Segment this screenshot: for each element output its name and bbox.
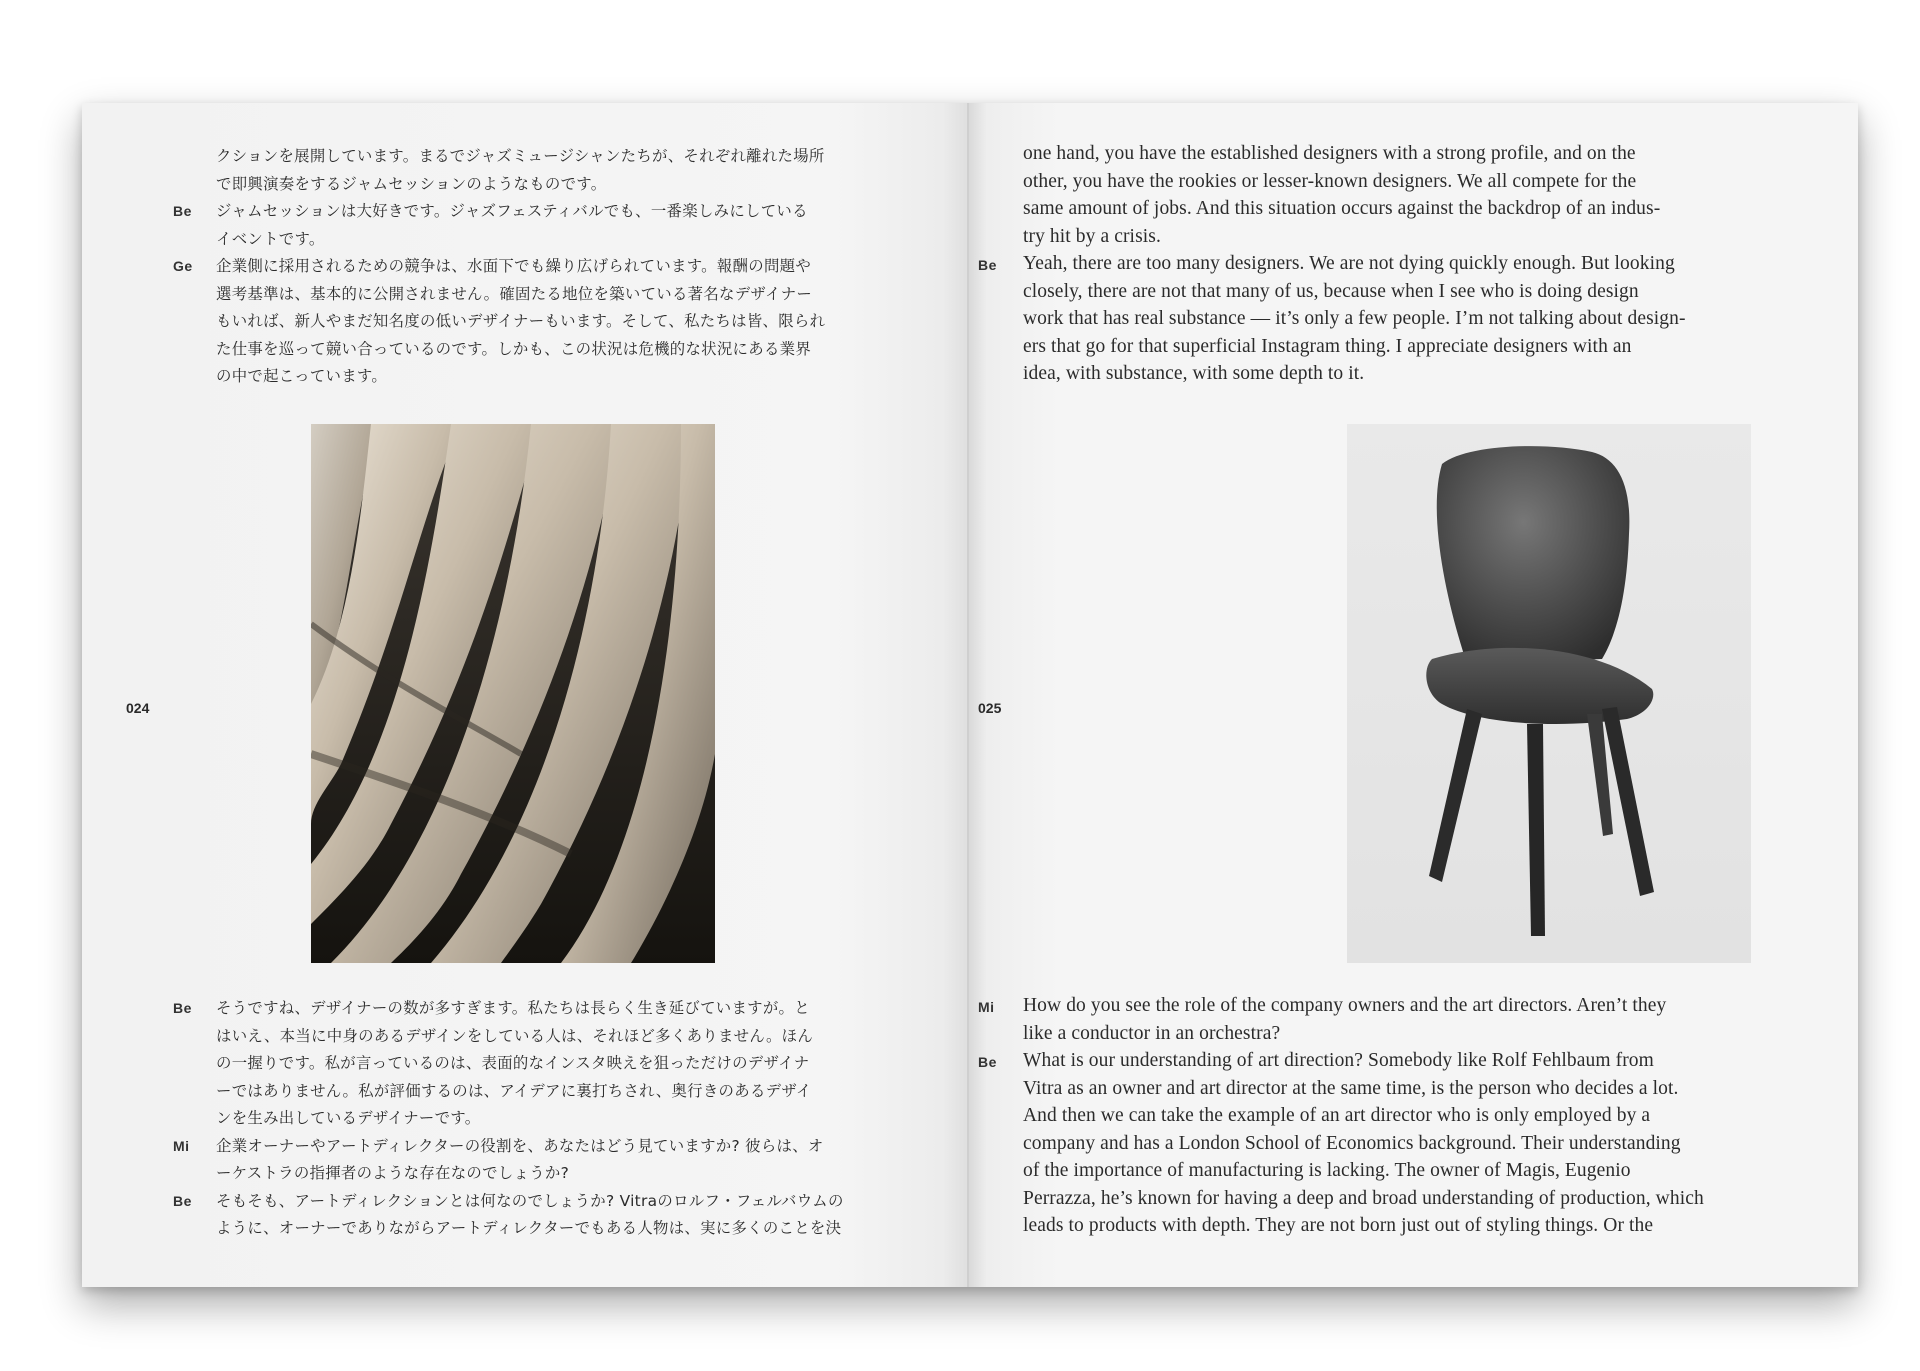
text-line: ジャムセッションは大好きです。ジャズフェスティバルでも、一番楽しみにしている xyxy=(216,202,808,220)
text-line: はいえ、本当に中身のあるデザインをしている人は、それほど多くありません。ほん xyxy=(216,1026,814,1045)
text-line: ように、オーナーでありながらアートディレクターでもある人物は、実に多くのことを決 xyxy=(216,1219,842,1237)
text-line: How do you see the role of the company owners and the art directors. Aren’t they xyxy=(1023,995,1667,1016)
speaker-label: Be xyxy=(978,1054,997,1070)
speaker-label: Be xyxy=(173,1192,192,1209)
speaker-label: Mi xyxy=(978,999,995,1015)
text-line: ーケストラの指揮者のような存在なのでしょうか? xyxy=(216,1164,570,1182)
chair-photo xyxy=(1347,424,1751,963)
text-line: And then we can take the example of an art director who is only employed by a xyxy=(1023,1105,1651,1126)
text-line: で即興演奏をするジャムセッションのようなものです。 xyxy=(216,174,607,193)
text-line: クションを展開しています。まるでジャズミュージシャンたちが、それぞれ離れた場所 xyxy=(216,147,825,165)
text-line: イベントです。 xyxy=(216,229,325,248)
text-line: same amount of jobs. And this situation occurs against the backdrop of an indus- xyxy=(1023,198,1661,219)
text-line: Perrazza, he’s known for having a deep and broad understanding of production, which xyxy=(1023,1187,1704,1209)
text-line: の中で起こっています。 xyxy=(216,367,388,385)
speaker-label: Be xyxy=(173,203,192,219)
chair-image xyxy=(1347,424,1751,963)
text-line: work that has real substance — it’s only a few people. I’m not talking about design- xyxy=(1023,308,1686,329)
text-line: Yeah, there are too many designers. We are not dying quickly enough. But looking xyxy=(1023,253,1675,274)
speaker-label: Ge xyxy=(173,258,193,274)
speaker-label: Be xyxy=(173,1000,192,1016)
text-line: leads to products with depth. They are not born just out of styling things. Or the xyxy=(1023,1215,1654,1236)
text-line: other, you have the rookies or lesser-known designers. We all compete for the xyxy=(1023,170,1637,192)
text-line: closely, there are not that many of us, because when I see who is doing design xyxy=(1023,280,1639,302)
text-line: た仕事を巡って競い合っているのです。しかも、この状況は危機的な状況にある業界 xyxy=(216,339,812,358)
page-number: 025 xyxy=(978,700,1002,716)
wood-fins-image xyxy=(311,424,715,963)
text-line: one hand, you have the established designers with a strong profile, and on the xyxy=(1023,143,1636,164)
text-line: の一握りです。私が言っているのは、表面的なインスタ映えを狙っただけのデザイナ xyxy=(216,1054,810,1072)
text-line: of the importance of manufacturing is lacking. The owner of Magis, Eugenio xyxy=(1023,1160,1631,1181)
speaker-label: Be xyxy=(978,257,997,273)
text-line: What is our understanding of art direction? Somebody like Rolf Fehlbaum from xyxy=(1023,1050,1654,1071)
right-page xyxy=(969,103,1858,1287)
left-page xyxy=(82,103,969,1287)
text-line: そもそも、アートディレクションとは何なのでしょうか? Vitraのロルフ・フェルバウムの xyxy=(216,1191,844,1210)
speaker-label: Mi xyxy=(173,1137,190,1154)
text-line: company and has a London School of Economics background. Their understanding xyxy=(1023,1132,1681,1154)
book-spread xyxy=(82,103,1858,1287)
page-number: 024 xyxy=(126,700,150,716)
text-line: like a conductor in an orchestra? xyxy=(1023,1022,1281,1044)
text-line: ers that go for that superficial Instagram thing. I appreciate designers with an xyxy=(1023,335,1632,357)
text-line: 企業側に採用されるための競争は、水面下でも繰り広げられています。報酬の問題や xyxy=(216,257,812,275)
text-line: try hit by a crisis. xyxy=(1023,225,1161,247)
text-line: 企業オーナーやアートディレクターの役割を、あなたはどう見ていますか? 彼らは、オ xyxy=(216,1136,824,1155)
text-line: idea, with substance, with some depth to it. xyxy=(1023,363,1365,384)
text-line: ーではありません。私が評価するのは、アイデアに裏打ちされ、奥行きのあるデザイ xyxy=(216,1081,812,1100)
wood-sculpture-photo xyxy=(311,424,715,963)
text-line: そうですね、デザイナーの数が多すぎます。私たちは長らく生き延びていますが。と xyxy=(216,999,810,1017)
text-line: もいれば、新人やまだ知名度の低いデザイナーもいます。そして、私たちは皆、限られ xyxy=(216,312,826,330)
text-line: Vitra as an owner and art director at the same time, is the person who decides a lot. xyxy=(1023,1077,1679,1099)
text-line: ンを生み出しているデザイナーです。 xyxy=(216,1109,481,1127)
text-line: 選考基準は、基本的に公開されません。確固たる地位を築いている著名なデザイナー xyxy=(216,284,813,303)
